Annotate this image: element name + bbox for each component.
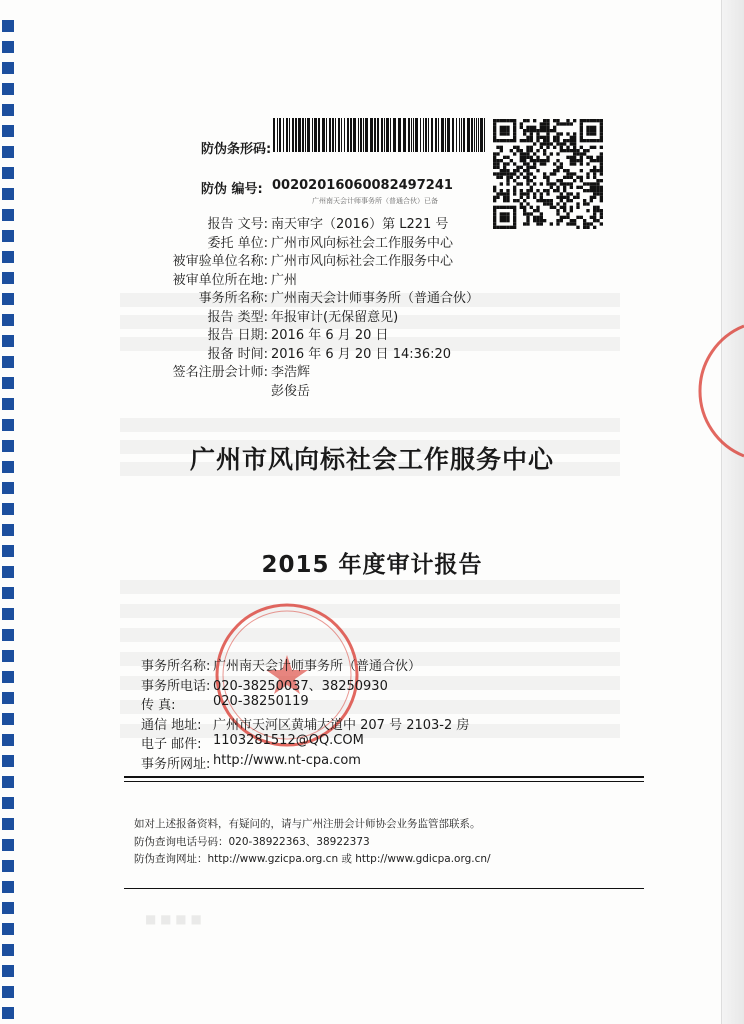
field-label: 事务所名称: xyxy=(198,291,268,306)
binding-tab xyxy=(2,776,14,788)
firm-info-label: 通信 地址: xyxy=(141,717,202,733)
binding-tab xyxy=(2,419,14,431)
binding-tab xyxy=(2,671,14,683)
binding-tab xyxy=(2,755,14,767)
binding-tab xyxy=(2,608,14,620)
binding-tab xyxy=(2,62,14,74)
binding-tab xyxy=(2,860,14,872)
field-label: 委托 单位: xyxy=(207,235,268,251)
field-label: 被审单位所在地: xyxy=(172,272,268,288)
firm-info-value: 1103281512@QQ.COM xyxy=(213,733,364,748)
firm-info-value: 020-38250119 xyxy=(213,694,309,709)
field-label: 报告 文号: xyxy=(207,217,268,232)
field-value: 年报审计(无保留意见) xyxy=(271,309,399,325)
firm-info-value: 020-38250037、38250930 xyxy=(213,678,388,694)
binding-tab xyxy=(2,818,14,830)
binding-tab xyxy=(2,398,14,410)
separator-bottom xyxy=(124,888,644,889)
field-value: 2016 年 6 月 20 日 xyxy=(271,328,389,343)
binding-tab xyxy=(2,692,14,704)
field-value: 广州南天会计师事务所（普通合伙） xyxy=(271,291,480,306)
binding-tab xyxy=(2,713,14,725)
footer-contact-note: 如对上述报备资料，有疑问的，请与广州注册会计师协会业务监管部联系。 xyxy=(134,818,481,830)
field-value: 广州 xyxy=(271,272,298,288)
qr-code-graphic xyxy=(493,119,603,229)
binding-spine xyxy=(0,0,28,1024)
firm-info-label: 事务所名称: xyxy=(141,659,211,674)
binding-tab xyxy=(2,524,14,536)
binding-tab xyxy=(2,965,14,977)
binding-tab xyxy=(2,881,14,893)
binding-tab xyxy=(2,83,14,95)
binding-tab xyxy=(2,503,14,515)
footer-phone: 防伪查询电话号码：020-38922363、38922373 xyxy=(134,836,370,848)
binding-tab xyxy=(2,923,14,935)
field-label: 签名注册会计师: xyxy=(172,365,268,380)
barcode-graphic xyxy=(273,118,487,152)
binding-tab xyxy=(2,146,14,158)
field-value: 2016 年 6 月 20 日 14:36:20 xyxy=(271,346,452,362)
binding-tab xyxy=(2,902,14,914)
separator-top-thin xyxy=(124,781,644,782)
binding-tab xyxy=(2,944,14,956)
firm-info-label: 事务所电话: xyxy=(141,678,211,694)
barcode-label: 防伪条形码: xyxy=(201,142,272,157)
bleed-through-heading: ■ ■ ■ ■ xyxy=(145,912,202,926)
binding-tab xyxy=(2,734,14,746)
report-title: 2015 年度审计报告 xyxy=(261,552,483,578)
binding-tab xyxy=(2,104,14,116)
field-value: 彭俊岳 xyxy=(271,383,311,399)
binding-tab xyxy=(2,587,14,599)
field-label: 报备 时间: xyxy=(207,346,268,362)
binding-tab xyxy=(2,986,14,998)
binding-tab xyxy=(2,797,14,809)
bleed-through-3 xyxy=(120,570,620,830)
firm-info-label: 电子 邮件: xyxy=(141,737,202,752)
binding-tab xyxy=(2,482,14,494)
side-seal-stamp xyxy=(686,316,744,466)
page-edge xyxy=(721,0,744,1024)
binding-tab xyxy=(2,839,14,851)
binding-tab xyxy=(2,20,14,32)
field-value: 南天审字（2016）第 L221 号 xyxy=(271,217,449,232)
binding-tab xyxy=(2,629,14,641)
field-value: 广州市风向标社会工作服务中心 xyxy=(271,235,454,251)
firm-info-value: http://www.nt-cpa.com xyxy=(213,752,361,768)
anti-fake-number: 0020201606008​2497241 xyxy=(272,178,453,193)
binding-tab xyxy=(2,41,14,53)
anti-fake-note: 广州南天会计师事务所（普通合伙）已备 xyxy=(312,197,438,205)
field-label: 报告 类型: xyxy=(207,309,268,325)
binding-tab xyxy=(2,167,14,179)
binding-tab xyxy=(2,1007,14,1019)
field-value: 广州市风向标社会工作服务中心 xyxy=(271,254,454,269)
anti-fake-label: 防伪 编号: xyxy=(201,182,263,197)
firm-info-value: 广州市天河区黄埔大道中 207 号 2103-2 房 xyxy=(213,717,470,733)
firm-info-value: 广州南天会计师事务所（普通合伙） xyxy=(213,659,422,674)
separator-top xyxy=(124,776,644,778)
footer-website: 防伪查询网址：http://www.gzicpa.org.cn 或 http://www.gdicpa.org.cn/ xyxy=(134,853,491,865)
field-label: 被审验单位名称: xyxy=(172,254,268,269)
firm-info-label: 传 真: xyxy=(141,698,176,713)
binding-tab xyxy=(2,125,14,137)
field-label: 报告 日期: xyxy=(207,328,268,343)
binding-tab xyxy=(2,650,14,662)
field-value: 李浩辉 xyxy=(271,365,311,380)
firm-info-label: 事务所网址: xyxy=(141,756,211,772)
binding-tab xyxy=(2,188,14,200)
organization-title: 广州市风向标社会工作服务中心 xyxy=(189,445,554,474)
